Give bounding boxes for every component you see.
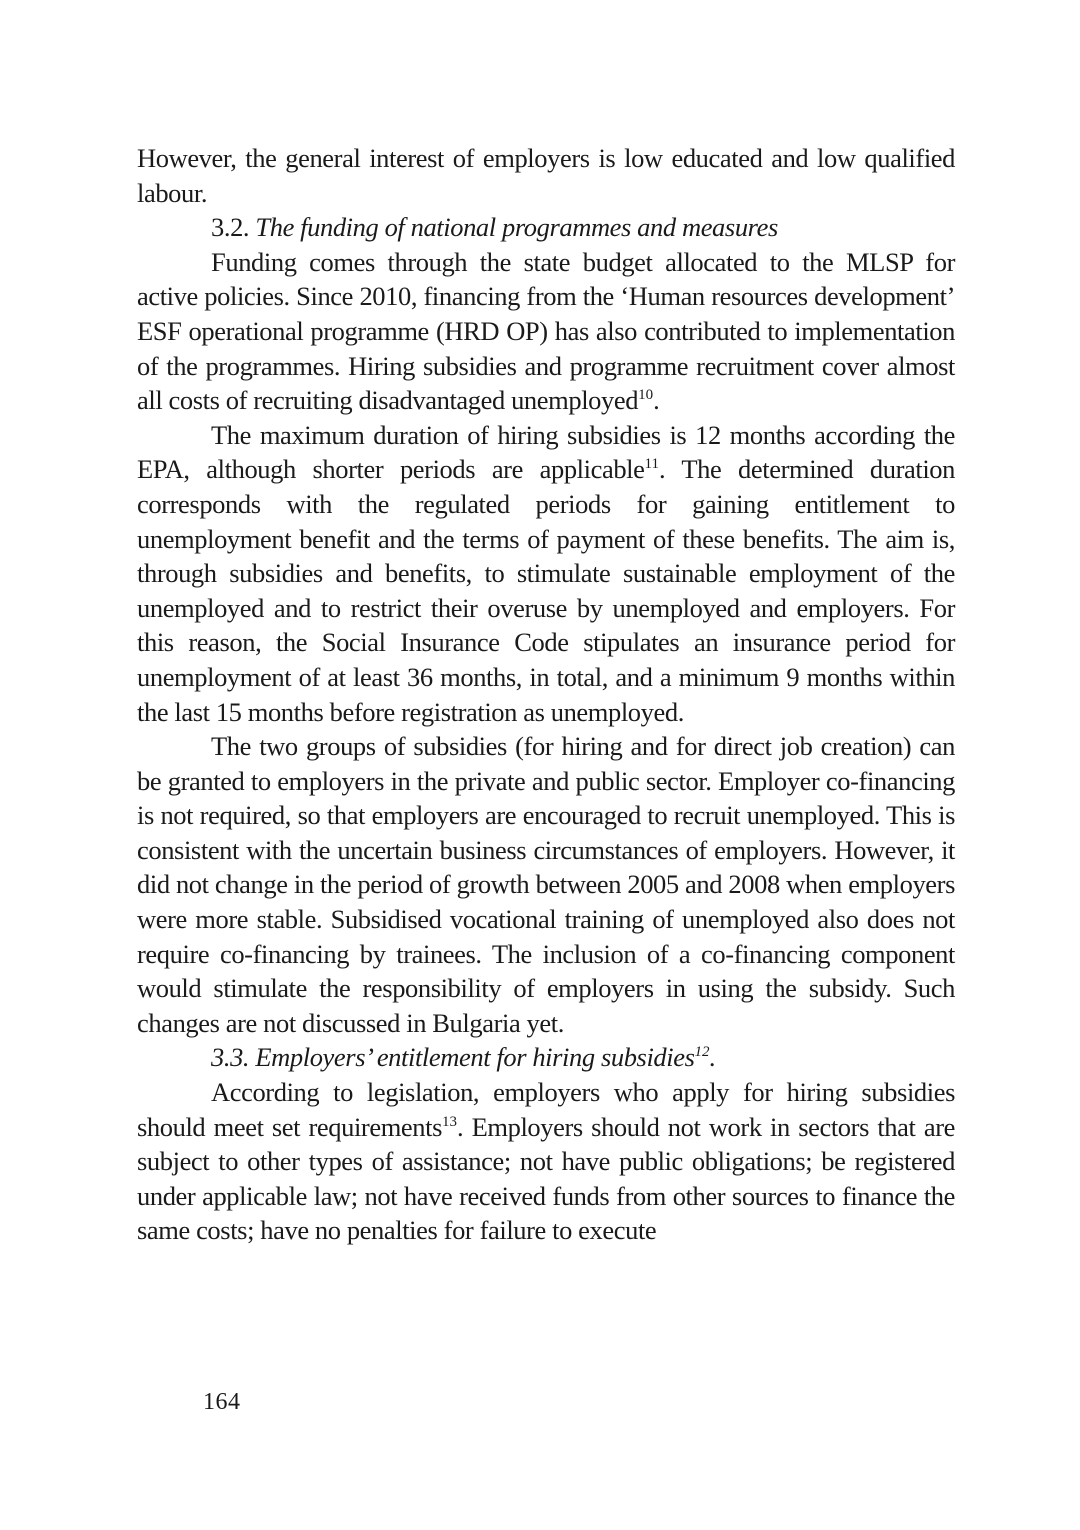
- paragraph-tail: .: [653, 385, 660, 416]
- paragraph-text: Funding comes through the state budget allocated to the MLSP for active policies. Since 2010, financing from the ‘Human resources development’ ESF operational programme (HRD OP) has also contributed to implementation of the programmes. Hiring subsidies and programme recruitment cover almost all costs of recruiting disadvantaged unemployed: [137, 246, 955, 416]
- paragraph-text: The maximum duration of hiring subsidies is 12 months according the EPA, although shorter periods are applicable: [137, 419, 955, 485]
- footnote-ref-10[interactable]: 10: [638, 387, 654, 404]
- paragraph-text-continued: . Employers should not work in sectors that are subject to other types of assistance; not have public obligations; be registered under applicable law; not have received funds from other sources to finance the same costs; have no penalties for failure to execute: [137, 1111, 955, 1246]
- page-number: 164: [203, 1389, 241, 1415]
- paragraph-text: The two groups of subsidies (for hiring and for direct job creation) can be granted to employers in the private and public sector. Employer co-financing is not required, so that employers are encouraged to recruit unemployed. This is consistent with the uncertain business circumstances of employers. However, it did not change in the period of growth between 2005 and 2008 when employers were more stable. Subsidised vocational training of unemployed also does not require co-financing by trainees. The inclusion of a co-financing component would stimulate the responsibility of employers in using the subsidy. Such changes are not discussed in Bulgaria yet.: [137, 731, 955, 1038]
- paragraph-max-duration: [137, 418, 955, 729]
- page-body: [137, 141, 955, 1248]
- paragraph-funding: [137, 245, 955, 418]
- section-title: 3.3. Employers’ entitlement for hiring subsidies: [211, 1042, 695, 1073]
- section-heading-3-2: [137, 210, 955, 245]
- paragraph-text: According to legislation, employers who apply for hiring subsidies should meet set requirements: [137, 1077, 955, 1142]
- paragraph-legislation: [137, 1075, 955, 1248]
- paragraph-employer-interest: [137, 141, 955, 210]
- heading-tail: .: [709, 1042, 716, 1073]
- footnote-ref-11[interactable]: 11: [644, 456, 659, 473]
- paragraph-subsidy-groups: [137, 729, 955, 1040]
- section-number: 3.2.: [211, 212, 256, 243]
- paragraph-text-continued: . The determined duration corresponds with the regulated periods for gaining entitlement to unemployment benefit and the terms of payment of these benefits. The aim is, through subsidies and benefits, to stimulate sustainable employment of the unemployed and to restrict their overuse by unemployed and employers. For this reason, the Social Insurance Code stipulates an insurance period for unemployment of at least 36 months, in total, and a minimum 9 months within the last 15 months before registration as unemployed.: [137, 454, 955, 727]
- section-title: The funding of national programmes and measures: [255, 212, 778, 243]
- section-heading-3-3: [137, 1040, 955, 1075]
- footnote-ref-13[interactable]: 13: [442, 1113, 458, 1130]
- paragraph-text: However, the general interest of employers is low educated and low qualified labour.: [137, 143, 955, 208]
- footnote-ref-12[interactable]: 12: [694, 1044, 710, 1061]
